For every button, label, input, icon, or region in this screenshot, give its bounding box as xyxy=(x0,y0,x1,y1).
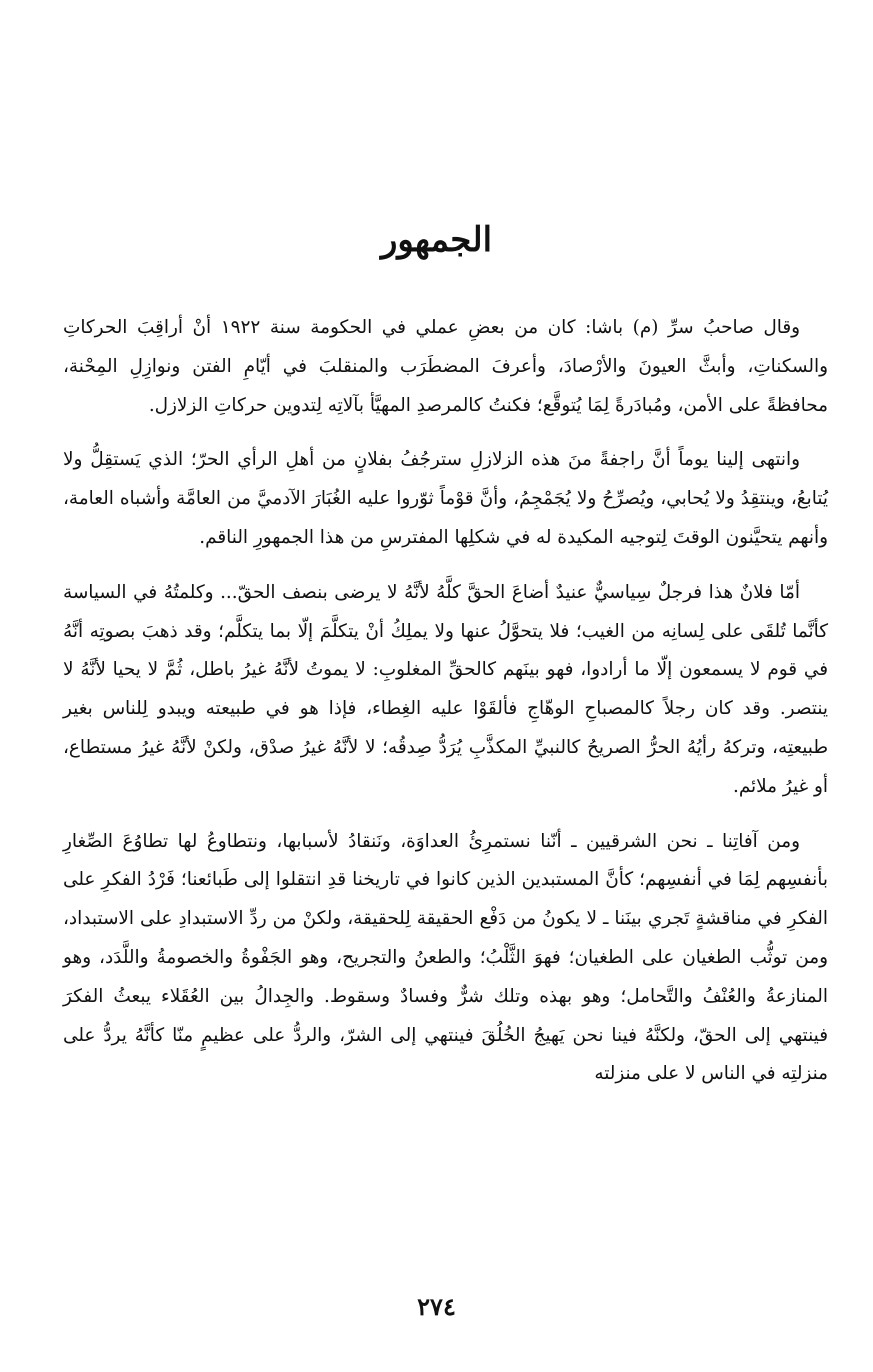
page-number: ٢٧٤ xyxy=(417,1292,456,1321)
chapter-title: الجمهور xyxy=(380,220,493,260)
paragraph-3: أمّا فلانٌ هذا فرجلٌ سِياسيٌّ عنيدٌ أضاعَ الحقَّ كلَّهُ لأنَّهُ لا يرضى بنصف الحقّ... وكلمتُهُ في السياسة كأنَّما تُلقَى على لِسانِه من الغيب؛ فلا يتحوَّلُ عنها ولا يملِكُ أنْ يتكلَّمَ إلّا بما يتكلَّم؛ وقد ذهبَ بصوتِه أنَّهُ في قوم لا يسمعون إلّا ما أرادوا، فهو بينَهم كالحقِّ المغلوبِ: لا يموتُ لأنَّهُ غيرُ باطل، ثُمَّ لا يحيا لأنَّهُ لا ينتصر. وقد كان رجلاً كالمصباحِ الوهّاجِ فألقَوْا عليه الغِطاء، فإذا هو في طبيعته ويبدو لِلناس بغير طبيعتِه، وتركهُ رأيُهُ الحرُّ الصريحُ كالنبيِّ المكذَّبِ يُرَدُّ صِدقُه؛ لا لأنَّهُ غيرُ صدْق، ولكنْ لأنَّهُ غيرُ مستطاع، أو غيرُ ملائم. xyxy=(63,581,828,797)
paragraph-2: وانتهى إلينا يوماً أنَّ راجفةً منَ هذه الزلازلِ سترجُفُ بفلانٍ من أهلِ الرأي الحرّ؛ الذي يَستقِلُّ ولا يُتابعُ، وينتقِدُ ولا يُحابي، ويُصرِّحُ ولا يُجَمْجِمُ، وأنَّ قوْماً ثوّروا عليه الغُبَارَ الآدميَّ من العامَّة وأشباه العامة، وأنهم يتحيَّنون الوقتَ لِتوجيه المكيدة له في شكلِها المفترسِ من هذا الجمهورِ الناقم. xyxy=(63,449,828,548)
paragraph-4: ومن آفاتِنا ـ نحن الشرقيين ـ أنّنا نستمرِئُ العداوَة، ونَنقادُ لأسبابها، ونتطاوعُ لها تطاوُعَ الصِّغارِ بأنفسِهم لِمَا في أنفسِهم؛ كأنَّ المستبدين الذين كانوا في تاريخنا قدِ انتقلوا إلى طَبائعنا؛ فَرْدُ الفكرِ على الفكرِ في مناقشةٍ تَجري بينَنا ـ لا يكونُ من دَفْع الحقيقة لِلحقيقة، ولكنْ من ردِّ الاستبدادِ على الاستبداد، ومن توثُّب الطغيان على الطغيان؛ فهوَ الثَّلْبُ؛ والطعنُ والتجريح، وهو الجَفْوةُ والخصومةُ واللَّدَد، وهو المنازعةُ والعُنْفُ والتَّحامل؛ وهو بهذه وتلك شرٌّ وفسادٌ وسقوط. والجِدالُ بين العُقَلاء يبعثُ الفكرَ فينتهي إلى الحقّ، ولكنَّهُ فينا نحن يَهيجُ الخُلُقَ فينتهي إلى الشرّ، والردُّ على عظيمٍ منّا كأنَّهُ يردُّ على منزلتِه في الناس لا على منزلته xyxy=(63,830,828,1085)
chapter-body xyxy=(63,309,828,1094)
paragraph-1: وقال صاحبُ سرِّ (م) باشا: كان من بعضِ عملي في الحكومة سنة ١٩٢٢ أنْ أراقِبَ الحركاتِ والسكناتِ، وأبثَّ العيونَ والأرْصادَ، وأعرفَ المضطَرَب والمنقلبَ في أيّامِ الفتن ونوازِلِ المِحْنة، محافظةً على الأمن، ومُبادَرةً لِمَا يُتوقَّع؛ فكنتُ كالمرصدِ المهيَّأ بآلاتِه لِتدوين حركاتِ الزلازل. xyxy=(63,317,828,416)
